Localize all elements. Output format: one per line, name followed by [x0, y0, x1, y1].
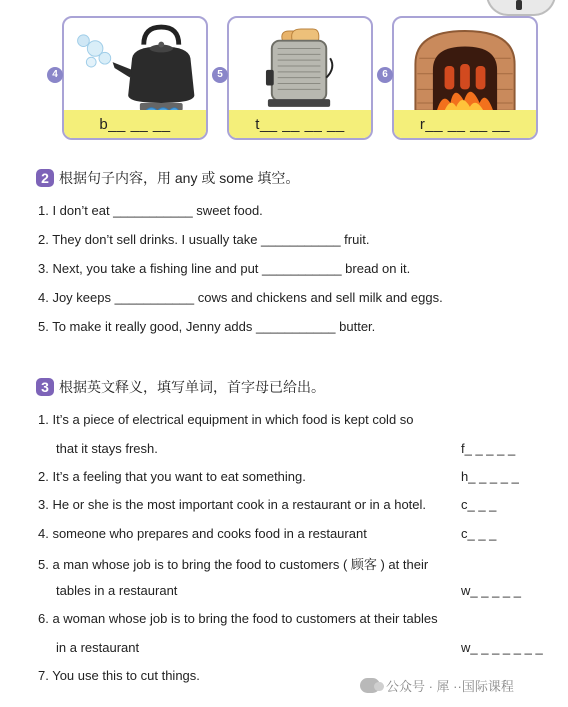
toaster-icon	[229, 18, 371, 114]
answer-hint-3: c_ _ _	[461, 497, 497, 512]
section-3-badge: 3	[36, 378, 54, 396]
exercise-3-line-5: 5. a man whose job is to bring the food to customers ( 顾客 ) at their	[38, 557, 429, 572]
section-2-header	[36, 168, 299, 188]
corner-decoration	[486, 0, 556, 16]
section-3-title: 根据英文释义，填写单词，首字母已给出。	[59, 379, 325, 395]
exercise-3-line-3: 3. He or she is the most important cook in a restaurant or in a hotel.	[38, 497, 427, 512]
answer-hint-2: h_ _ _ _ _	[461, 469, 519, 484]
exercise-2-item-4: 4. Joy keeps ___________ cows and chickens and sell milk and eggs.	[38, 290, 443, 305]
answer-hint-6: w_ _ _ _ _ _ _	[461, 640, 543, 655]
card-word-6: r__ __ __ __	[419, 116, 511, 133]
card-word-5: t__ __ __ __	[255, 116, 345, 133]
card-number-4: 4	[47, 67, 63, 83]
exercise-3-line-6b: in a restaurant	[56, 640, 140, 655]
picture-card-oven	[392, 16, 538, 140]
wechat-icon	[360, 678, 380, 693]
exercise-2-item-2: 2. They don’t sell drinks. I usually take ___________ fruit.	[38, 232, 370, 247]
section-2-title: 根据句子内容，用 any 或 some 填空。	[59, 170, 300, 186]
card-number-5: 5	[212, 67, 228, 83]
card-number-6: 6	[377, 67, 393, 83]
section-3-header	[36, 377, 325, 397]
exercise-3-line-2: 2. It’s a feeling that you want to eat something.	[38, 469, 306, 484]
exercise-3-line-1: 1. It’s a piece of electrical equipment in which food is kept cold so	[38, 412, 414, 427]
exercise-2-item-3: 3. Next, you take a fishing line and put ___________ bread on it.	[38, 261, 411, 276]
exercise-3-line-7: 7. You use this to cut things.	[38, 668, 200, 683]
kettle-icon	[64, 18, 206, 114]
answer-hint-1: f_ _ _ _ _	[461, 441, 516, 456]
answer-hint-4: c_ _ _	[461, 526, 497, 541]
oven-icon	[394, 18, 536, 114]
watermark-text: 公众号 · 犀 ··国际课程	[386, 679, 514, 694]
watermark	[360, 676, 514, 695]
exercise-3-line-5b: tables in a restaurant	[56, 583, 178, 598]
picture-card-toaster	[227, 16, 373, 140]
exercise-2-item-1: 1. I don’t eat ___________ sweet food.	[38, 203, 263, 218]
answer-hint-5: w_ _ _ _ _	[461, 583, 521, 598]
exercise-2-item-5: 5. To make it really good, Jenny adds ___________ butter.	[38, 319, 376, 334]
section-2-badge: 2	[36, 169, 54, 187]
exercise-3-line-4: 4. someone who prepares and cooks food in a restaurant	[38, 526, 367, 541]
exercise-3-line-1b: that it stays fresh.	[56, 441, 158, 456]
picture-card-kettle	[62, 16, 208, 140]
card-word-4: b__ __ __	[99, 116, 171, 133]
exercise-3-line-6: 6. a woman whose job is to bring the food to customers at their tables	[38, 611, 438, 626]
